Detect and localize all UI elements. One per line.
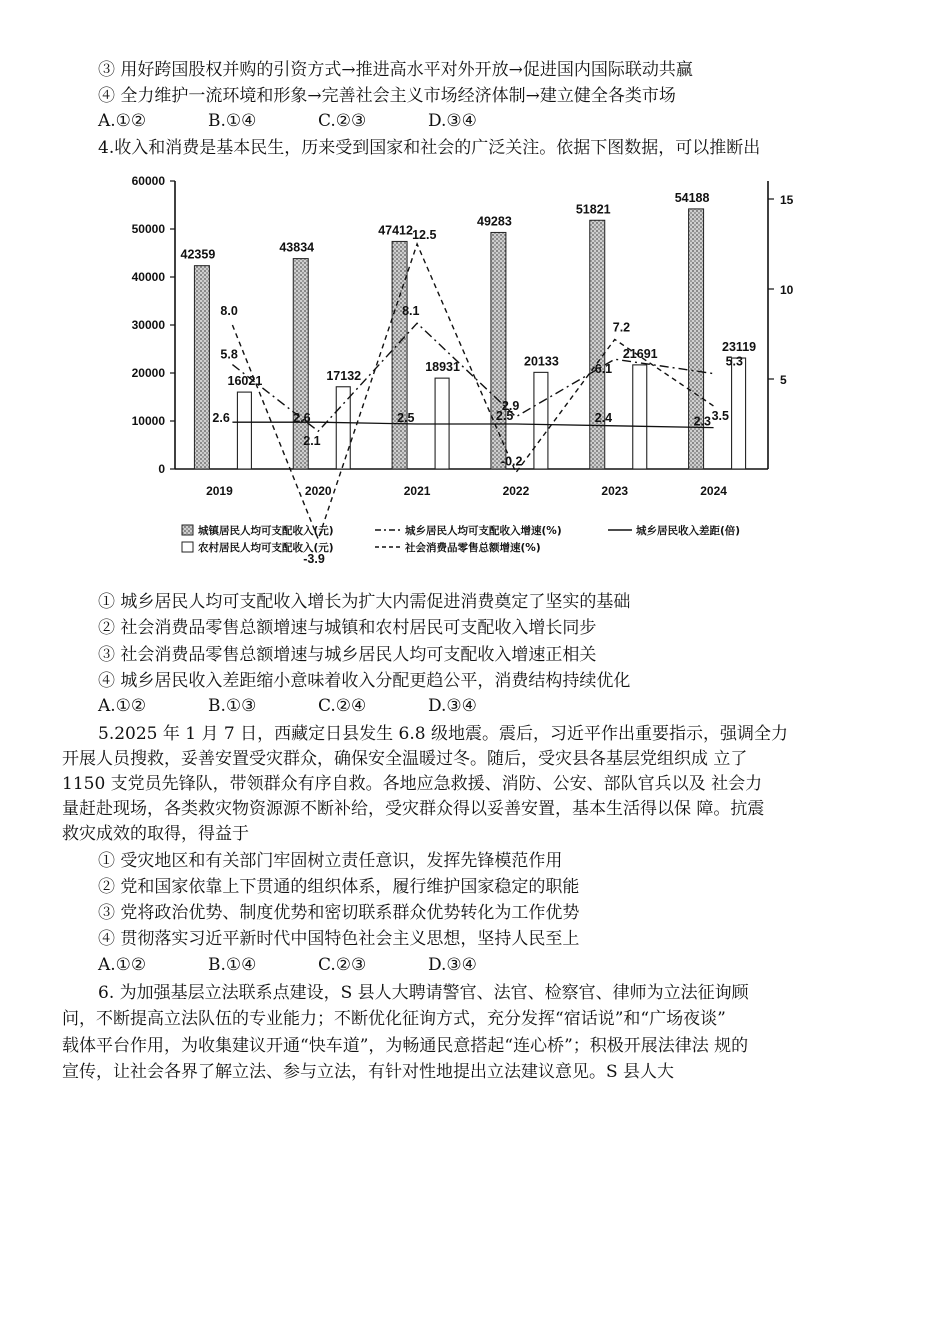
y-left-tick-label: 40000 [131,270,165,284]
chart-labels [181,191,757,566]
series-label: 5.3 [725,354,743,369]
legend-urban-swatch [182,525,193,535]
q3-options [98,109,538,133]
series-label: -3.9 [303,552,325,567]
q3-item-4: ④ 全力维护一流环境和形象→完善社会主义市场经济体制→建立健全各类市场 [98,86,676,106]
q5-item-4: ④ 贯彻落实习近平新时代中国特色社会主义思想，坚持人民至上 [98,929,580,949]
q5-item-1: ① 受灾地区和有关部门牢固树立责任意识，发挥先锋模范作用 [98,851,563,871]
series-label: 2.3 [693,414,711,429]
rural-income-bar [633,365,647,469]
urban-income-bar [590,220,605,469]
urban-income-label: 43834 [279,240,315,255]
series-label: 6.1 [594,362,613,377]
y-left-tick-label: 50000 [131,222,165,236]
option-d[interactable]: D.③④ [428,111,477,131]
series-label: 3.5 [711,409,729,423]
urban-income-label: 54188 [674,190,710,205]
rural-income-label: 17132 [326,368,362,383]
chart-bars [194,209,745,469]
q6-line-3: 载体平台作用，为收集建议开通“快车道”，为畅通民意搭起“连心桥”；积极开展法律法 规的 [62,1036,749,1056]
rural-income-bar [237,392,251,469]
series-label: 8.1 [402,304,420,319]
q5-line-2: 开展人员搜救，妥善安置受灾群众，确保安全温暖过冬。随后，受灾县各基层党组织成 立了 [62,749,748,769]
x-tick-label: 2019 [206,484,233,498]
rural-income-label: 16021 [227,374,263,389]
legend-gap-label: 城乡居民收入差距(倍) [636,525,741,537]
y-left-tick-label: 0 [158,462,165,476]
urban-income-bar [392,241,407,469]
y-right-tick-label: 10 [780,283,794,297]
q6-line-2: 问，不断提高立法队伍的专业能力；不断优化征询方式，充分发挥“宿话说”和“广场夜谈” [62,1009,726,1029]
urban-income-label: 49283 [477,214,512,229]
series-label: 12.5 [412,228,437,242]
urban-income-label: 51821 [575,202,611,217]
y-right-tick-label: 5 [780,373,787,387]
q5-item-2: ② 党和国家依靠上下贯通的组织体系，履行维护国家稳定的职能 [98,877,580,897]
option-a[interactable]: A.①② [98,696,147,716]
series-label: 2.9 [501,398,520,413]
option-c[interactable]: C.②③ [318,955,367,975]
option-c[interactable]: C.②④ [318,696,367,716]
series-label: 8.0 [220,304,238,318]
series-label: 2.6 [293,411,311,426]
q5-line-1: 5.2025 年 1 月 7 日，西藏定日县发生 6.8 级地震。震后，习近平作出重要指示，强调全力 [98,724,788,744]
y-left-tick-label: 10000 [131,414,165,428]
series-label: 2.1 [303,434,321,449]
x-tick-label: 2020 [304,484,332,498]
rural-income-bar [732,358,746,469]
rural-income-label: 18931 [425,360,460,375]
y-left-tick-label: 20000 [131,366,165,380]
q4-item-2: ② 社会消费品零售总额增速与城镇和农村居民可支配收入增长同步 [98,618,597,638]
q6-line-4: 宣传，让社会各界了解立法、参与立法，有针对性地提出立法建议意见。S 县人大 [62,1062,675,1082]
q3-item-3: ③ 用好跨国股权并购的引资方式→推进高水平对外开放→促进国内国际联动共赢 [98,60,693,80]
option-b[interactable]: B.①③ [208,696,257,716]
x-tick-label: 2022 [502,484,530,498]
q5-options [98,953,538,977]
x-tick-label: 2023 [601,484,629,498]
urban-income-bar [689,209,704,469]
legend-urban-label: 城镇居民人均可支配收入(元) [198,525,334,537]
x-tick-label: 2021 [403,484,431,498]
rural-income-bar [534,372,548,469]
q5-line-3: 1150 支党员先锋队，带领群众有序自救。各地应急救援、消防、公安、部队官兵以及 社会力 [62,774,763,794]
urban-income-bar [194,266,209,469]
rural-income-label: 20133 [524,354,559,369]
q5-item-3: ③ 党将政治优势、制度优势和密切联系群众优势转化为工作优势 [98,903,580,923]
x-tick-label: 2024 [700,484,727,498]
q4-item-4: ④ 城乡居民收入差距缩小意味着收入分配更趋公平，消费结构持续优化 [98,671,631,691]
q4-options [98,694,538,718]
series-label: 2.5 [397,411,415,425]
option-a[interactable]: A.①② [98,111,147,131]
option-d[interactable]: D.③④ [428,696,477,716]
urban-income-label: 47412 [378,223,413,238]
option-a[interactable]: A.①② [98,955,147,975]
series-label: 2.5 [495,409,514,423]
option-d[interactable]: D.③④ [428,955,477,975]
q4-item-1: ① 城乡居民人均可支配收入增长为扩大内需促进消费奠定了坚实的基础 [98,592,631,612]
y-right-tick-label: 15 [780,193,794,207]
legend-rural-swatch [182,542,193,552]
series-label: 2.4 [594,410,613,425]
option-c[interactable]: C.②③ [318,111,367,131]
y-left-tick-label: 60000 [131,174,165,188]
series-label: -0.2 [500,454,523,469]
q5-line-5: 救灾成效的取得，得益于 [62,824,249,844]
option-b[interactable]: B.①④ [208,955,257,975]
legend-growth-label: 城乡居民人均可支配收入增速(%) [405,525,562,537]
option-b[interactable]: B.①④ [208,111,257,131]
chart-legend [182,524,740,554]
legend-retail-label: 社会消费品零售总额增速(%) [405,542,541,554]
series-label: 5.8 [220,347,238,362]
rural-income-label: 21691 [622,346,658,361]
y-left-tick-label: 30000 [131,318,165,332]
q4-stem: 4.收入和消费是基本民生，历来受到国家和社会的广泛关注。依据下图数据，可以推断出 [98,138,761,158]
income-consumption-chart [120,170,800,570]
q6-line-1: 6. 为加强基层立法联系点建设，S 县人大聘请警官、法官、检察官、律师为立法征询顾 [98,983,749,1003]
rural-income-label: 23119 [722,340,757,355]
series-label: 2.6 [212,411,230,426]
legend-rural-label: 农村居民人均可支配收入(元) [198,542,334,554]
urban-income-label: 42359 [180,247,216,262]
q4-item-3: ③ 社会消费品零售总额增速与城乡居民人均可支配收入增速正相关 [98,645,597,665]
q5-line-4: 量赶赴现场，各类救灾物资源源不断补给，受灾群众得以妥善安置，基本生活得以保 障。抗震 [62,799,765,819]
series-label: 7.2 [612,320,631,335]
